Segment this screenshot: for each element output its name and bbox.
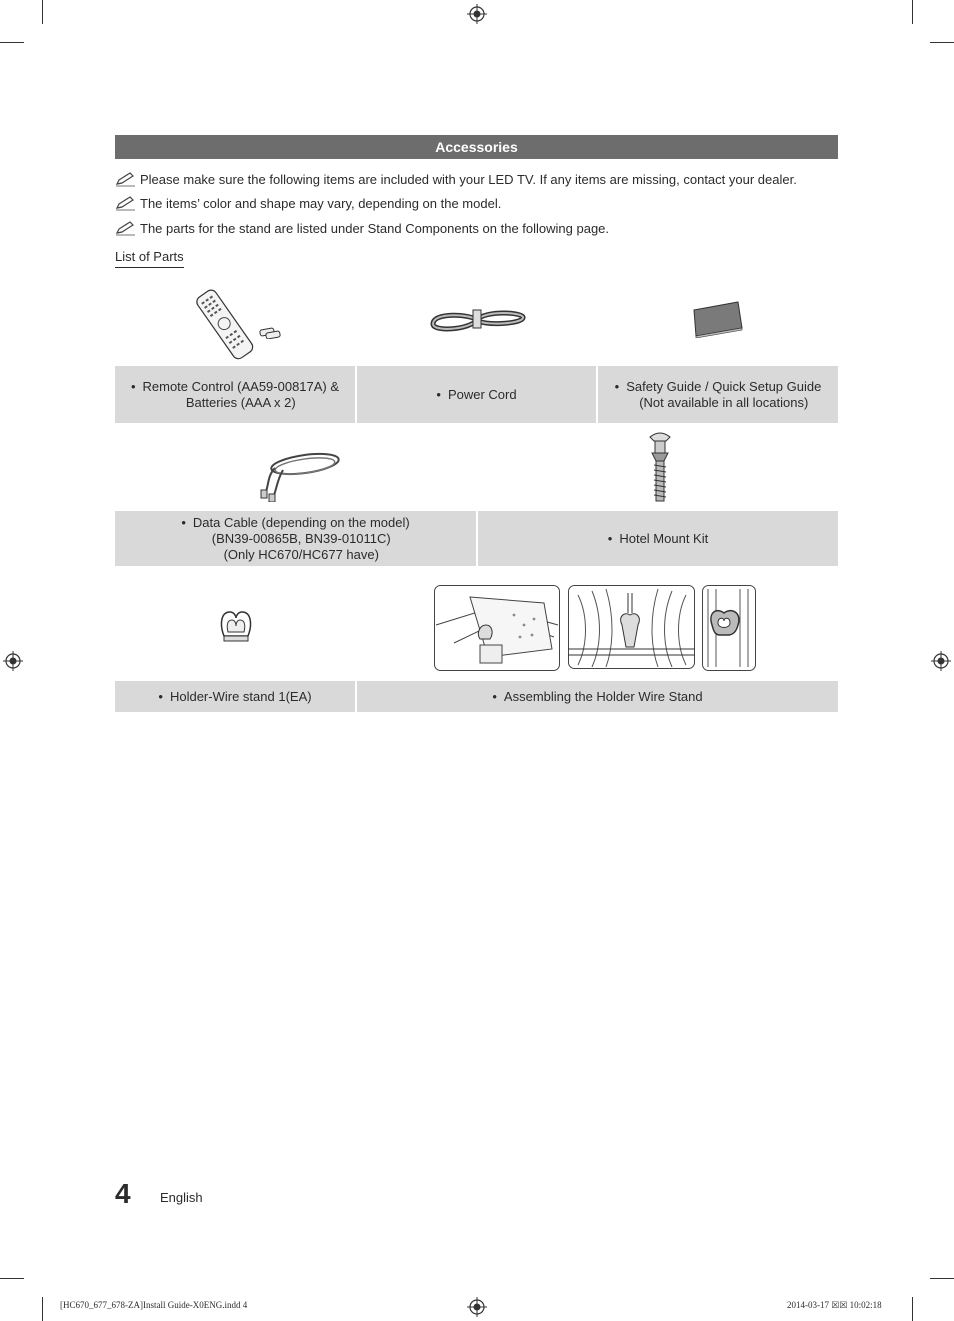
crop-mark (930, 42, 954, 43)
part-cell-assembling: • Assembling the Holder Wire Stand (357, 681, 838, 712)
crop-mark (0, 1278, 24, 1279)
part-label: Remote Control (AA59-00817A) & (142, 378, 340, 394)
part-label: Holder-Wire stand 1(EA) (169, 688, 312, 704)
registration-mark-icon (3, 651, 23, 671)
part-cell-safety-guide: • Safety Guide / Quick Setup Guide (Not available in all locations) (598, 366, 838, 423)
assembly-illustration (434, 585, 560, 671)
part-label: Hotel Mount Kit (619, 530, 709, 546)
print-slug-right: 2014-03-17 ☒☒ 10:02:18 (787, 1300, 882, 1310)
part-cell-hotel-mount: • Hotel Mount Kit (478, 511, 838, 566)
note-item (115, 171, 797, 187)
part-label: Data Cable (depending on the model) (192, 514, 410, 530)
registration-mark-icon (467, 1297, 487, 1317)
print-slug-left: [HC670_677_678-ZA]Install Guide-X0ENG.indd 4 (60, 1300, 248, 1310)
pencil-note-icon (115, 171, 137, 187)
part-label: Safety Guide / Quick Setup Guide (626, 378, 822, 394)
part-cell-data-cable: • Data Cable (depending on the model) (BN39-00865B, BN39-01011C) (Only HC670/HC677 have) (115, 511, 476, 566)
part-label: Batteries (AAA x 2) (185, 394, 296, 410)
note-item (115, 195, 501, 211)
part-label: (Not available in all locations) (639, 394, 809, 410)
registration-mark-icon (467, 4, 487, 24)
crop-mark (0, 42, 24, 43)
note-text: The parts for the stand are listed under Stand Components on the following page. (140, 220, 610, 236)
crop-mark (42, 0, 43, 24)
screw-icon (646, 431, 674, 505)
note-item (115, 220, 609, 236)
assembly-illustration (568, 585, 695, 669)
crop-mark (912, 0, 913, 24)
registration-mark-icon (931, 651, 951, 671)
pencil-note-icon (115, 195, 137, 211)
part-cell-remote: • Remote Control (AA59-00817A) & Batteries (AAA x 2) (115, 366, 355, 423)
note-text: The items’ color and shape may vary, depending on the model. (140, 195, 502, 211)
part-label: Assembling the Holder Wire Stand (503, 688, 703, 704)
page-number: 4 (115, 1178, 131, 1209)
part-label: (Only HC670/HC677 have) (223, 546, 379, 562)
part-label: (BN39-00865B, BN39-01011C) (211, 530, 391, 546)
power-cord-icon (425, 302, 529, 338)
assembly-illustration (702, 585, 756, 671)
crop-mark (930, 1278, 954, 1279)
list-title: List of Parts (115, 249, 184, 268)
part-cell-power-cord: • Power Cord (357, 366, 596, 423)
remote-control-icon (185, 283, 285, 361)
part-cell-holder-wire: • Holder-Wire stand 1(EA) (115, 681, 355, 712)
part-label: Power Cord (447, 386, 517, 402)
guide-booklet-icon (690, 300, 746, 338)
section-title: Accessories (115, 135, 838, 159)
note-text: Please make sure the following items are included with your LED TV. If any items are missing, contact your dealer. (140, 171, 797, 187)
pencil-note-icon (115, 220, 137, 236)
data-cable-icon (255, 446, 345, 502)
batteries-icon (258, 327, 282, 339)
crop-mark (42, 1297, 43, 1321)
crop-mark (912, 1297, 913, 1321)
page-language: English (160, 1190, 203, 1205)
holder-wire-icon (218, 606, 254, 644)
